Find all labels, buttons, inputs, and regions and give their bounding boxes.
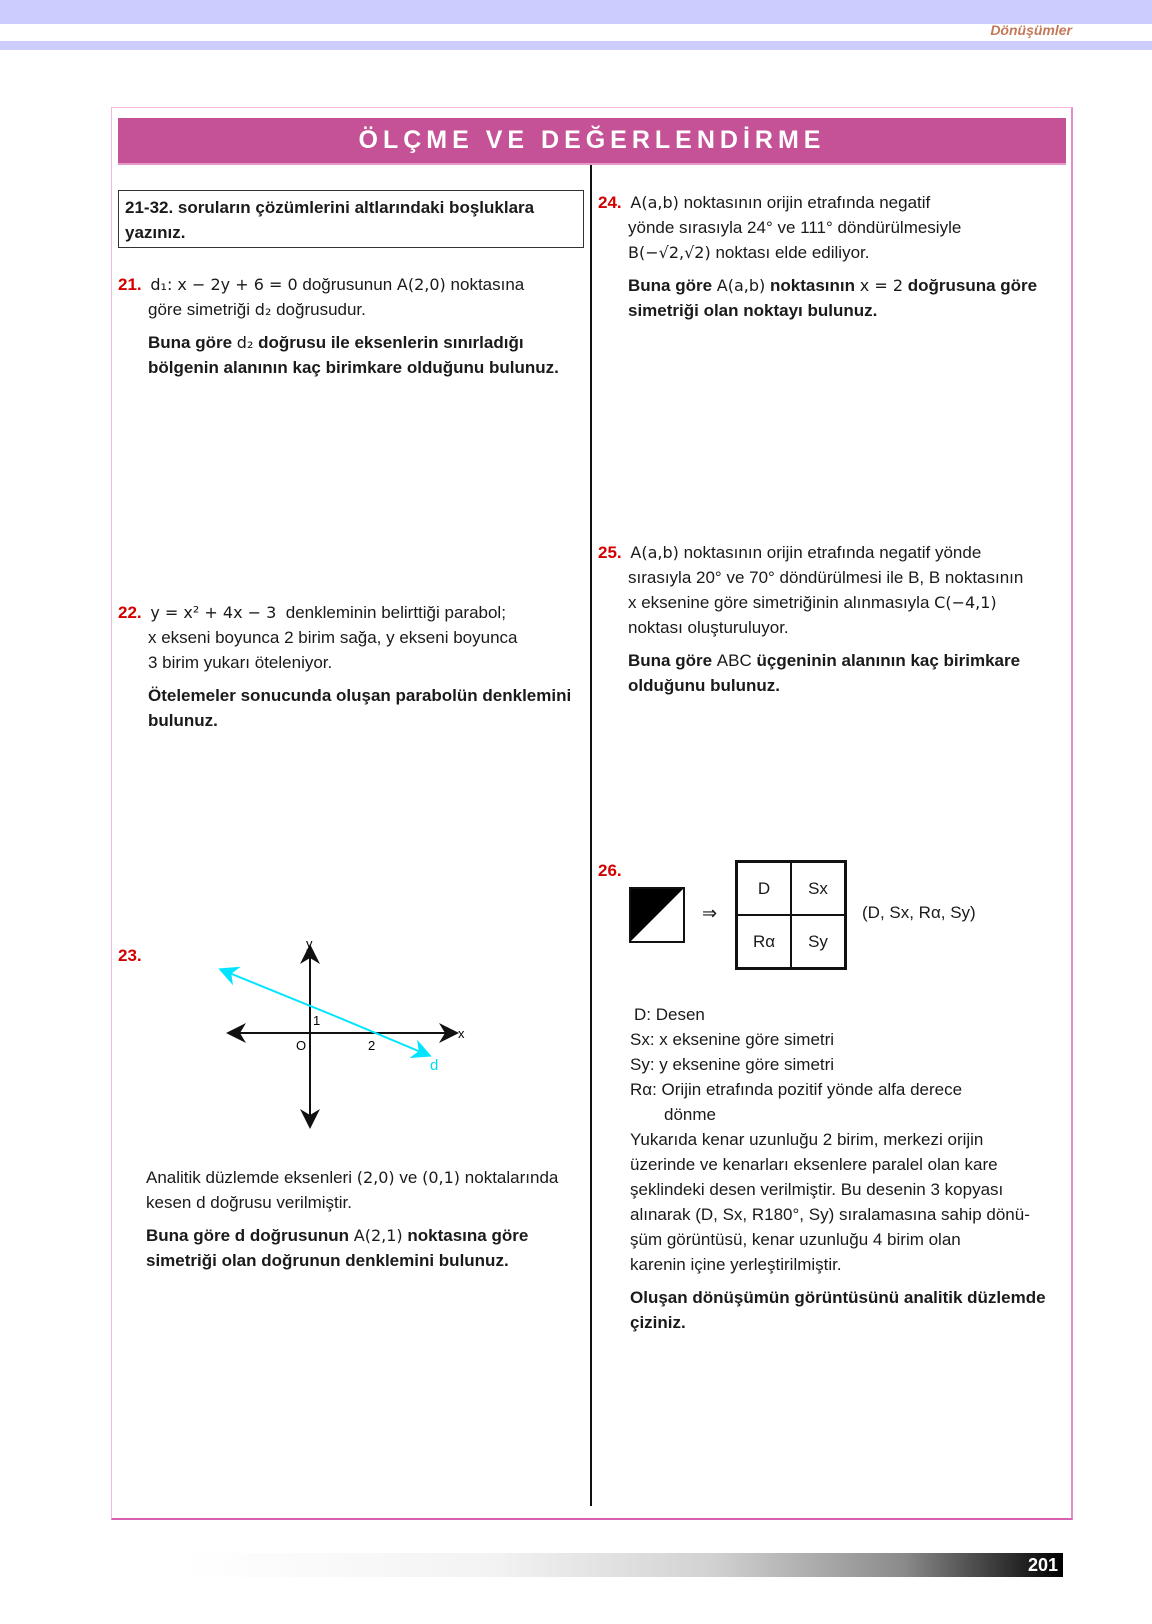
question-number: 21. — [118, 275, 142, 294]
question-number: 23. — [118, 946, 142, 965]
question-23-text — [146, 1165, 586, 1273]
q21-ask: doğrusu ile eksenlerin sınırladığı bölgenin alanının kaç birimkare olduğunu bulunuz. — [148, 333, 559, 377]
header-stripe-bottom — [0, 41, 1152, 50]
q23-ask: Buna göre d doğrusunun — [146, 1226, 350, 1245]
line-d — [222, 970, 335, 1016]
q26-body-line: üzerinde ve kenarları eksenlere paralel olan kare — [630, 1155, 998, 1174]
q23-text: Analitik düzlemde eksenleri — [146, 1168, 352, 1187]
q21-ask-math: d₂ — [236, 333, 254, 352]
cell-label: Rα — [752, 931, 776, 951]
q24-ask-point: A(a,b) — [716, 276, 766, 295]
q25-statement — [598, 540, 1068, 565]
y-tick-label: 1 — [313, 1013, 321, 1028]
q22-text: denkleminin belirttiği parabol; — [285, 603, 506, 622]
cell-label: Sy — [808, 931, 828, 951]
q23-statement — [146, 1165, 586, 1215]
header-stripe-top — [0, 0, 1152, 24]
q25-question — [598, 648, 1068, 698]
instructions-box: 21-32. soruların çözümlerini altlarındaki boşluklara yazınız. — [118, 190, 584, 248]
question-22 — [118, 600, 588, 733]
q23-question — [146, 1223, 586, 1273]
origin-label: O — [296, 1038, 307, 1053]
q23-point: (2,0) — [356, 1168, 395, 1187]
q26-body-line: alınarak (D, Sx, R180°, Sy) sıralamasına sahip dönü- — [630, 1205, 1030, 1224]
pattern-square-icon — [629, 887, 685, 943]
q25-ask: Buna göre — [628, 651, 713, 670]
q22-text: 3 birim yukarı öteleniyor. — [148, 653, 333, 672]
q24-statement — [598, 190, 1068, 215]
q24-ask: doğrusuna göre simetriği olan noktayı bulunuz. — [628, 276, 1038, 320]
q25-point: C(−4,1) — [934, 593, 997, 612]
q25-ask: üçgeninin alanının kaç birimkare olduğunu bulunuz. — [628, 651, 1021, 695]
q25-text: noktasının orijin etrafında negatif yönde — [683, 543, 982, 562]
running-title: Dönüşümler — [990, 22, 1072, 38]
q24-ask: Buna göre — [628, 276, 713, 295]
q21-text: doğrusunun — [302, 275, 393, 294]
q23-ask: noktasına göre simetriği olan doğrunun denklemini bulunuz. — [146, 1226, 529, 1270]
q25-statement-cont — [598, 590, 1068, 615]
question-23-number — [118, 943, 146, 968]
q23-coordinate-graph — [210, 940, 470, 1130]
q25-point: A(a,b) — [630, 543, 679, 562]
q21-ask: Buna göre — [148, 333, 233, 352]
q24-question — [598, 273, 1068, 323]
q26-body-line: şeklindeki desen verilmiştir. Bu desenin 3 kopyası — [630, 1180, 1004, 1199]
q21-point: A(2,0) — [396, 275, 446, 294]
q21-line-name: d₂ — [254, 300, 272, 319]
q24-ask-math: x = 2 — [859, 276, 903, 295]
q23-ask-point: A(2,1) — [353, 1226, 403, 1245]
question-21 — [118, 272, 588, 380]
footer-gradient-bar — [185, 1553, 1063, 1577]
q21-statement-cont — [118, 297, 588, 322]
q23-point: (0,1) — [422, 1168, 461, 1187]
q21-statement — [118, 272, 588, 297]
legend-item: dönme — [664, 1105, 716, 1124]
transformation-grid — [735, 860, 847, 970]
q26-body-line: karenin içine yerleştirilmiştir. — [630, 1255, 842, 1274]
cell-label: Sx — [808, 878, 828, 898]
q21-question — [118, 330, 588, 380]
question-26-text — [630, 1002, 1070, 1335]
legend-item: Rα: Orijin etrafında pozitif yönde alfa derece — [630, 1080, 963, 1099]
legend-item: D: Desen — [634, 1005, 705, 1024]
q22-statement — [118, 600, 588, 625]
legend-item: Sx: x eksenine göre simetri — [630, 1030, 835, 1049]
q25-ask-triangle: ABC — [716, 651, 752, 670]
x-tick-label: 2 — [368, 1038, 376, 1053]
x-axis-label: x — [458, 1026, 465, 1041]
grid-cell-sy — [791, 915, 845, 968]
q25-text: x eksenine göre simetriğinin alınmasıyla — [628, 593, 930, 612]
q22-text: x ekseni boyunca 2 birim sağa, y ekseni boyunca — [148, 628, 518, 647]
q25-text: sırasıyla 20° ve 70° döndürülmesi ile B, B noktasının — [628, 568, 1024, 587]
q24-point: A(a,b) — [630, 193, 679, 212]
transformation-order: (D, Sx, Rα, Sy) — [862, 903, 976, 922]
grid-cell-ralpha — [737, 915, 791, 968]
cell-label: D — [757, 878, 771, 898]
q21-text: doğrusudur. — [276, 300, 366, 319]
q26-question: Oluşan dönüşümün görüntüsünü analitik düzlemde çiziniz. — [630, 1288, 1046, 1332]
question-24 — [598, 190, 1068, 323]
page-number: 201 — [1027, 1555, 1058, 1575]
question-number: 24. — [598, 193, 622, 212]
question-number: 25. — [598, 543, 622, 562]
implies-arrow: ⇒ — [702, 903, 718, 923]
line-d-label: d — [430, 1057, 439, 1074]
q22-equation: y = x² + 4x − 3 — [150, 603, 277, 622]
q22-question: Ötelemeler sonucunda oluşan parabolün denklemini bulunuz. — [148, 686, 572, 730]
legend-item: Sy: y eksenine göre simetri — [630, 1055, 835, 1074]
grid-cell-d — [737, 862, 791, 915]
y-axis-label: y — [306, 940, 313, 951]
q21-text: noktasına — [450, 275, 525, 294]
column-divider — [590, 165, 592, 1506]
q24-ask: noktasının — [770, 276, 856, 295]
grid-cell-sx — [791, 862, 845, 915]
q24-text: noktası elde ediliyor. — [715, 243, 870, 262]
q21-equation: d₁: x − 2y + 6 = 0 — [150, 275, 298, 294]
question-number: 22. — [118, 603, 142, 622]
question-number: 26. — [598, 861, 622, 880]
q23-text: noktalarında kesen d doğrusu verilmiştir. — [146, 1168, 559, 1212]
q23-text: ve — [399, 1168, 418, 1187]
q26-body-line: Yukarıda kenar uzunluğu 2 birim, merkezi orijin — [630, 1130, 984, 1149]
q24-text: yönde sırasıyla 24° ve 111° döndürülmesiyle — [628, 218, 962, 237]
q26-body-line: şüm görüntüsü, kenar uzunluğu 4 birim olan — [630, 1230, 961, 1249]
q25-text: noktası oluşturuluyor. — [628, 618, 789, 637]
q24-statement-cont — [598, 240, 1068, 265]
question-25 — [598, 540, 1068, 698]
q21-text: göre simetriği — [148, 300, 251, 319]
q24-point: B(−√2,√2) — [628, 243, 711, 262]
question-26-number — [598, 858, 626, 883]
section-banner: ÖLÇME VE DEĞERLENDİRME — [118, 118, 1066, 165]
q24-text: noktasının orijin etrafında negatif — [683, 193, 931, 212]
